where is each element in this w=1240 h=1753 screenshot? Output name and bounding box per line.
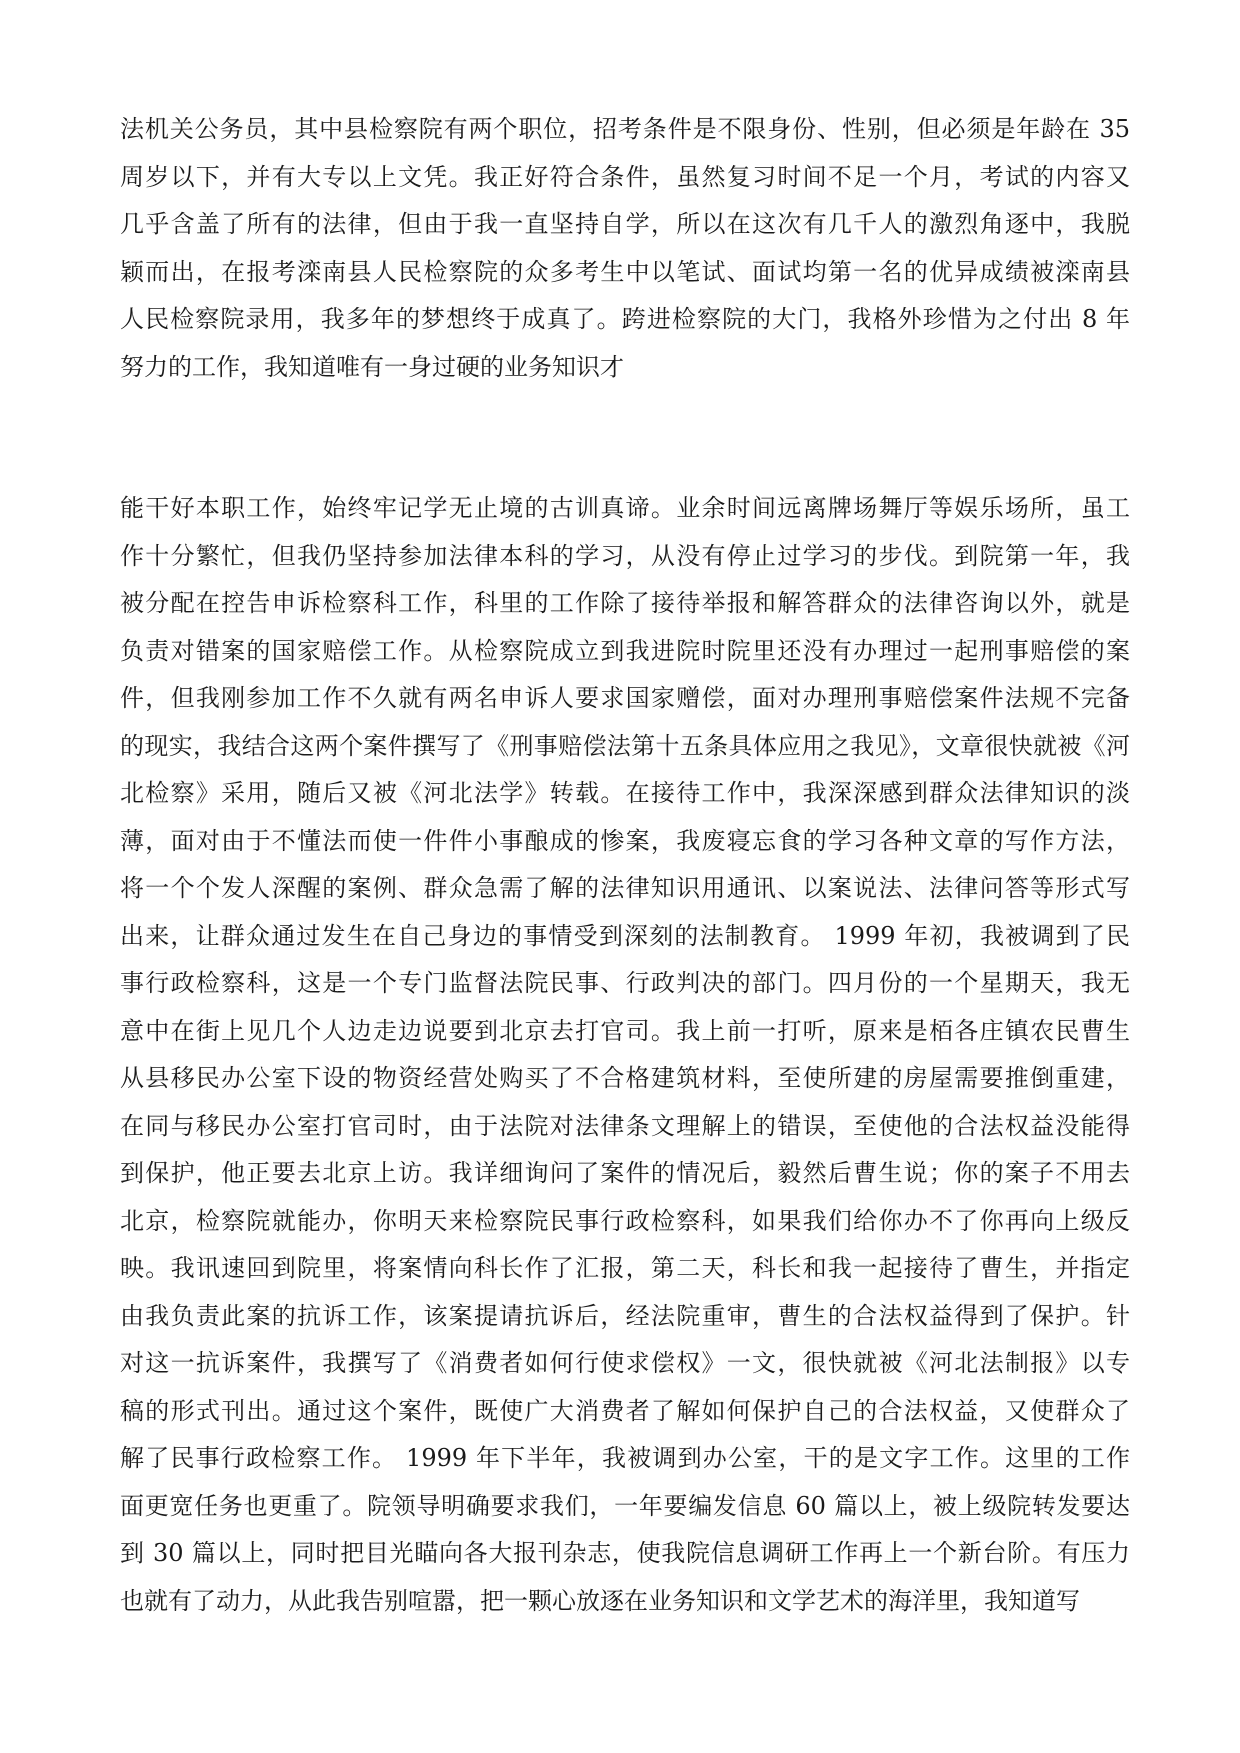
text-line: 事行政检察科，这是一个专门监督法院民事、行政判决的部门。四月份的一个星期天，我无 [120, 969, 1130, 997]
text-line: 负责对错案的国家赔偿工作。从检察院成立到我进院时院里还没有办理过一起刑事赔偿的案 [120, 636, 1130, 665]
text-line: 被分配在控告申诉检察科工作，科里的工作除了接待举报和解答群众的法律咨询以外，就是 [120, 589, 1130, 617]
text-line: 件，但我刚参加工作不久就有两名申诉人要求国家赠偿，面对办理刑事赔偿案件法规不完备 [120, 684, 1130, 712]
text-line: 意中在街上见几个人边走边说要到北京去打官司。我上前一打听，原来是栢各庄镇农民曹生 [120, 1016, 1130, 1045]
text-line: 由我负责此案的抗诉工作，该案提请抗诉后，经法院重审，曹生的合法权益得到了保护。针 [120, 1301, 1130, 1330]
text-line: 面更宽任务也更重了。院领导明确要求我们，一年要编发信息 60 篇以上，被上级院转发要达 [120, 1491, 1130, 1520]
text-line: 能干好本职工作，始终牢记学无止境的古训真谛。业余时间远离牌场舞厅等娱乐场所，虽工 [120, 494, 1130, 522]
text-line: 对这一抗诉案件，我撰写了《消费者如何行使求偿权》一文，很快就被《河北法制报》以专 [120, 1349, 1130, 1377]
text-line: 法机关公务员，其中县检察院有两个职位，招考条件是不限身份、性别，但必须是年龄在 35 [120, 115, 1130, 143]
text-line: 在同与移民办公室打官司时，由于法院对法律条文理解上的错误，至使他的合法权益没能得 [120, 1111, 1130, 1140]
text-line: 作十分繁忙，但我仍坚持参加法律本科的学习，从没有停止过学习的步伐。到院第一年，我 [120, 541, 1130, 570]
paragraph-2 [120, 485, 1130, 1625]
text-line: 颖而出，在报考滦南县人民检察院的众多考生中以笔试、面试均第一名的优异成绩被滦南县 [120, 257, 1130, 286]
text-line: 将一个个发人深醒的案例、群众急需了解的法律知识用通讯、以案说法、法律问答等形式写 [120, 874, 1130, 902]
text-line: 到保护，他正要去北京上访。我详细询问了案件的情况后，毅然后曹生说；你的案子不用去 [120, 1159, 1130, 1187]
text-line: 也就有了动力，从此我告别喧嚣，把一颗心放逐在业务知识和文学艺术的海洋里，我知道写 [120, 1586, 1080, 1615]
text-line: 出来，让群众通过发生在自己身边的事情受到深刻的法制教育。 1999 年初，我被调到了民 [120, 921, 1130, 950]
text-line: 努力的工作，我知道唯有一身过硬的业务知识才 [120, 352, 624, 381]
text-line: 薄，面对由于不懂法而使一件件小事酿成的惨案，我废寝忘食的学习各种文章的写作方法， [120, 826, 1130, 855]
text-line: 到 30 篇以上，同时把目光瞄向各大报刊杂志，使我院信息调研工作再上一个新台阶。有压力 [120, 1539, 1130, 1567]
text-line: 北检察》采用，随后又被《河北法学》转载。在接待工作中，我深深感到群众法律知识的淡 [120, 779, 1130, 807]
text-line: 解了民事行政检察工作。 1999 年下半年，我被调到办公室，干的是文字工作。这里的工作 [120, 1444, 1130, 1472]
text-line: 人民检察院录用，我多年的梦想终于成真了。跨进检察院的大门，我格外珍惜为之付出 8 年 [120, 305, 1130, 333]
text-line: 周岁以下，并有大专以上文凭。我正好符合条件，虽然复习时间不足一个月，考试的内容又 [120, 162, 1130, 191]
text-line: 映。我讯速回到院里，将案情向科长作了汇报，第二天，科长和我一起接待了曹生，并指定 [120, 1254, 1130, 1282]
text-line: 的现实，我结合这两个案件撰写了《刑事赔偿法第十五条具体应用之我见》，文章很快就被《河 [120, 731, 1130, 760]
text-line: 几乎含盖了所有的法律，但由于我一直坚持自学，所以在这次有几千人的激烈角逐中，我脱 [120, 210, 1130, 238]
text-line: 北京，检察院就能办，你明天来检察院民事行政检察科，如果我们给你办不了你再向上级反 [120, 1206, 1130, 1235]
text-line: 从县移民办公室下设的物资经营处购买了不合格建筑材料，至使所建的房屋需要推倒重建， [120, 1064, 1130, 1092]
paragraph-1 [120, 106, 1130, 391]
text-line: 稿的形式刊出。通过这个案件，既使广大消费者了解如何保护自己的合法权益，又使群众了 [120, 1396, 1130, 1425]
